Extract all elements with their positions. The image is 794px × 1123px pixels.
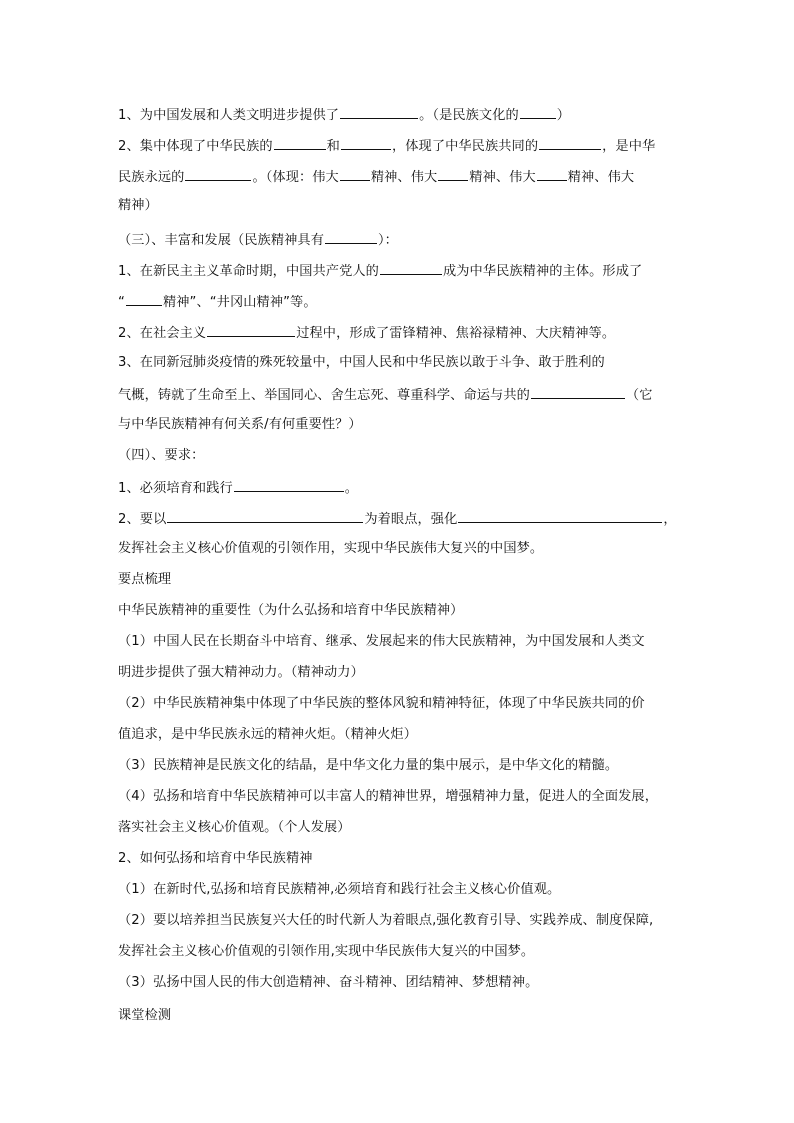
line-text: 和 bbox=[326, 139, 340, 154]
line-text: 精神”、“井冈山精神”等。 bbox=[162, 295, 317, 310]
line-text: 2、要以 bbox=[118, 512, 167, 527]
summary-subheading-2 bbox=[118, 849, 313, 869]
line-text: 。（是民族文化的 bbox=[419, 108, 519, 123]
summary-line bbox=[118, 756, 618, 776]
heading-text: ）： bbox=[378, 233, 398, 248]
line-text: 精神、伟大 bbox=[567, 170, 635, 185]
line-text: 与中华民族精神有何关系/有何重要性？） bbox=[118, 417, 362, 432]
line-text: （它 bbox=[625, 388, 653, 403]
line-text: 1、为中国发展和人类文明进步提供了 bbox=[118, 108, 340, 123]
fill-line-5 bbox=[118, 260, 642, 282]
fill-blank[interactable] bbox=[539, 135, 601, 150]
summary-line bbox=[118, 818, 351, 838]
line-text: 发挥社会主义核心价值观的引领作用，实现中华民族伟大复兴的中国梦。 bbox=[118, 541, 544, 556]
summary-subheading-1 bbox=[118, 601, 463, 621]
fill-line-8 bbox=[118, 353, 605, 373]
fill-blank[interactable] bbox=[340, 104, 418, 119]
heading-text: 课堂检测 bbox=[118, 1008, 172, 1023]
fill-blank[interactable] bbox=[234, 477, 344, 492]
fill-blank[interactable] bbox=[207, 322, 295, 337]
line-text: 2、如何弘扬和培育中华民族精神 bbox=[118, 851, 313, 866]
fill-line-12 bbox=[118, 508, 677, 530]
fill-blank[interactable] bbox=[520, 104, 556, 119]
line-text: “ bbox=[118, 295, 125, 310]
classroom-test-heading bbox=[118, 1006, 171, 1026]
line-text: ，体现了中华民族共同的 bbox=[391, 139, 539, 154]
summary-line bbox=[118, 694, 645, 714]
fill-blank[interactable] bbox=[340, 166, 370, 181]
summary-line bbox=[118, 787, 658, 807]
line-text: 民族永远的 bbox=[118, 170, 185, 185]
line-text: （3）民族精神是民族文化的结晶，是中华文化力量的集中展示，是中华文化的精髓。 bbox=[118, 758, 619, 773]
summary-line bbox=[118, 942, 534, 962]
fill-line-9 bbox=[118, 384, 653, 406]
line-text: 发挥社会主义核心价值观的引领作用,实现中华民族伟大复兴的中国梦。 bbox=[118, 944, 535, 959]
fill-line-13 bbox=[118, 539, 543, 559]
line-text: 1、必须培育和践行 bbox=[118, 481, 233, 496]
line-text: 值追求，是中华民族永远的精神火炬。（精神火炬） bbox=[118, 727, 418, 742]
fill-line-2 bbox=[118, 135, 655, 157]
summary-line bbox=[118, 663, 364, 683]
heading-text: （三）、丰富和发展（民族精神具有 bbox=[118, 233, 324, 248]
heading-text: （四）、要求： bbox=[118, 448, 205, 463]
line-text: 精神、伟大 bbox=[469, 170, 536, 185]
summary-line bbox=[118, 880, 560, 900]
summary-line bbox=[118, 911, 653, 931]
line-text: 过程中，形成了雷锋精神、焦裕禄精神、大庆精神等。 bbox=[296, 326, 616, 341]
summary-line bbox=[118, 973, 538, 993]
fill-blank[interactable] bbox=[531, 384, 625, 399]
fill-blank[interactable] bbox=[185, 166, 251, 181]
line-text: ， bbox=[663, 512, 677, 527]
fill-line-6 bbox=[118, 291, 317, 313]
summary-heading bbox=[118, 570, 171, 590]
line-text: 精神） bbox=[118, 198, 158, 213]
line-text: ，是中华 bbox=[602, 139, 656, 154]
line-text: 气概，铸就了生命至上、举国同心、舍生忘死、尊重科学、命运与共的 bbox=[118, 388, 530, 403]
line-text: （1）中国人民在长期奋斗中培育、继承、发展起来的伟大民族精神，为中国发展和人类文 bbox=[118, 634, 645, 649]
fill-line-11 bbox=[118, 477, 358, 499]
fill-line-3 bbox=[118, 166, 634, 188]
summary-line bbox=[118, 632, 645, 652]
line-text: 落实社会主义核心价值观。（个人发展） bbox=[118, 820, 351, 835]
line-text: （3）弘扬中国人民的伟大创造精神、奋斗精神、团结精神、梦想精神。 bbox=[118, 975, 539, 990]
line-text: （4）弘扬和培育中华民族精神可以丰富人的精神世界，增强精神力量，促进人的全面发展， bbox=[118, 789, 658, 804]
summary-line bbox=[118, 725, 417, 745]
line-text: 中华民族精神的重要性（为什么弘扬和培育中华民族精神） bbox=[118, 603, 464, 618]
fill-line-7 bbox=[118, 322, 615, 344]
line-text: 。 bbox=[344, 481, 359, 496]
line-text: （1）在新时代,弘扬和培育民族精神,必须培育和践行社会主义核心价值观。 bbox=[118, 882, 561, 897]
line-text: 明进步提供了强大精神动力。（精神动力） bbox=[118, 665, 364, 680]
fill-line-4 bbox=[118, 196, 158, 216]
line-text: 。（体现：伟大 bbox=[252, 170, 339, 185]
line-text: 2、在社会主义 bbox=[118, 326, 207, 341]
line-text: ） bbox=[556, 108, 571, 123]
fill-blank[interactable] bbox=[380, 260, 442, 275]
fill-blank[interactable] bbox=[537, 166, 567, 181]
fill-line-1 bbox=[118, 104, 570, 126]
fill-line-10 bbox=[118, 415, 362, 435]
line-text: （2）要以培养担当民族复兴大任的时代新人为着眼点,强化教育引导、实践养成、制度保障, bbox=[118, 913, 654, 928]
fill-blank[interactable] bbox=[126, 291, 162, 306]
fill-blank[interactable] bbox=[438, 166, 468, 181]
fill-blank[interactable] bbox=[458, 508, 662, 523]
fill-blank[interactable] bbox=[167, 508, 363, 523]
line-text: （2）中华民族精神集中体现了中华民族的整体风貌和精神特征，体现了中华民族共同的价 bbox=[118, 696, 645, 711]
fill-blank[interactable] bbox=[274, 135, 326, 150]
fill-blank[interactable] bbox=[341, 135, 391, 150]
line-text: 3、在同新冠肺炎疫情的殊死较量中，中国人民和中华民族以敢于斗争、敢于胜利的 bbox=[118, 355, 605, 370]
line-text: 为着眼点，强化 bbox=[364, 512, 458, 527]
line-text: 2、集中体现了中华民族的 bbox=[118, 139, 273, 154]
section-heading-3 bbox=[118, 229, 398, 251]
heading-text: 要点梳理 bbox=[118, 572, 172, 587]
line-text: 1、在新民主主义革命时期，中国共产党人的 bbox=[118, 264, 379, 279]
fill-blank[interactable] bbox=[325, 229, 377, 244]
line-text: 精神、伟大 bbox=[370, 170, 438, 185]
section-heading-4 bbox=[118, 446, 204, 466]
line-text: 成为中华民族精神的主体。形成了 bbox=[442, 264, 643, 279]
